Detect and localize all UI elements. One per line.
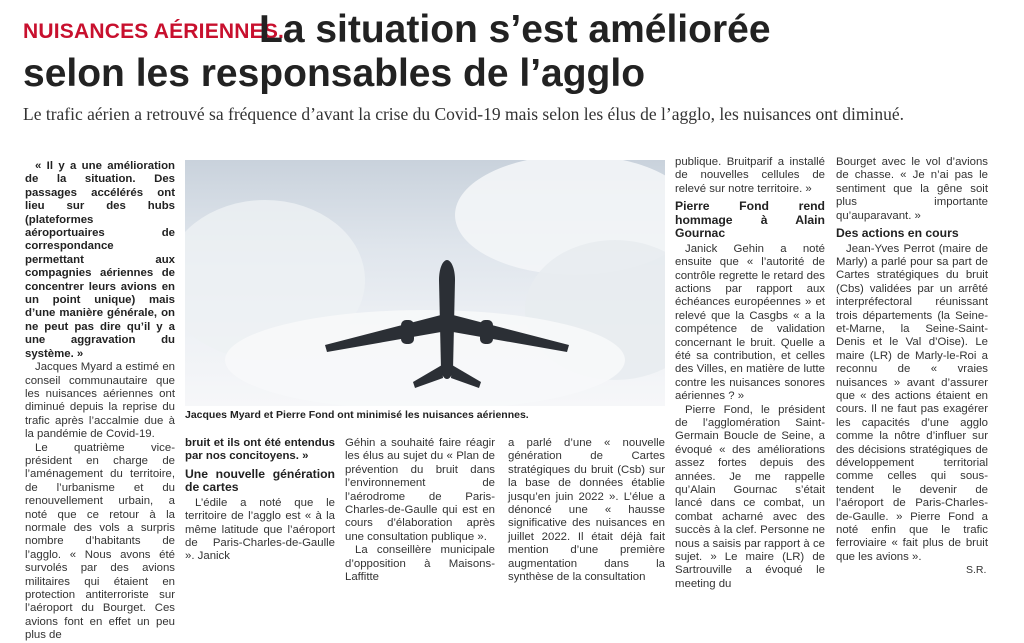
- author-signature: S.R.: [966, 564, 987, 576]
- lede: Le trafic aérien a retrouvé sa fréquence d’avant la crise du Covid-19 mais selon les élus de l’agglo, les nuisances ont diminué.: [23, 104, 905, 124]
- col1-paragraph-1: « Il y a une amélioration de la situation. Des passages accélérés ont lieu sur des hubs (plateformes aéroportuaires de correspondance permettant aux compagnies aériennes de concentrer leurs avions en un point unique) mais d’une manière générale, on ne peut pas dire qu’il y a une aggravation du système. »: [25, 160, 175, 360]
- headline: [23, 8, 1003, 96]
- col5-paragraph-1: Jean-Yves Perrot (maire de Marly) a parlé pour sa part de Cartes stratégiques du bruit (Cbs) validées par un arrêté interpréfectoral réunissant trois départements (la Seine-et-Marne, la Seine-Saint-Denis et le Val d’Oise). Le maire (LR) de Marly-le-Roi a reconnu de « vraies nuisances » avant d’assurer que « des actions étaient en cours. Il ne faut pas exagérer les capacités d’une agglo comme la nôtre d’influer sur des décisions stratégiques de développement territorial comme celles qui sous-tendent le devenir de l’aéroport de Paris-Charles-de-Gaulle. » Pierre Fond a noté enfin que le trafic ferroviaire « fait plus de bruit que les avions ».: [836, 242, 988, 563]
- col2-paragraph-1: bruit et ils ont été entendus par nos concitoyens. »: [185, 437, 335, 463]
- col4-top-paragraph: publique. Bruitparif a installé de nouvelles cellules de relevé sur notre territoire. »: [675, 156, 825, 195]
- col3-paragraph-1: Géhin a souhaité faire réagir les élus au sujet du « Plan de prévention du bruit dans l’environnement de l’aérodrome de Paris-Charles-de-Gaulle qui est en cours d’élaboration après une consultation publique ».: [345, 437, 495, 543]
- kicker: NUISANCES AÉRIENNES.: [23, 20, 285, 43]
- col4-paragraph-1: Janick Gehin a noté ensuite que « l’autorité de contrôle regrette le retard des actions par rapport aux échéances européennes » et relevé que la Casgbs « a la compétence de validation concernant le bruit. Quelle a été sa contribution, et celles des Villes, en matière de lutte contre les nuisances sonores aériennes ? »: [675, 242, 825, 403]
- column-4-bottom: [508, 437, 665, 584]
- col4-bottom-paragraph: a parlé d’une « nouvelle génération de Cartes stratégiques du bruit (Csb) sur la base de données établie jusqu’en juin 2022 ». L’élue a dénoncé une « hausse significative des nuisances en juillet 2022. Il était déjà fait mention d’une première augmentation dans la synthèse de la consultation: [508, 437, 665, 584]
- column-3: [345, 437, 495, 584]
- airplane-illustration: [185, 160, 665, 406]
- col2-subheading: Une nouvelle génération de cartes: [185, 466, 335, 495]
- col3-paragraph-2: La conseillère municipale d’opposition à Maisons-Laffitte: [345, 544, 495, 584]
- column-1: [25, 160, 175, 643]
- headline-line-1: La situation s’est améliorée: [259, 8, 771, 51]
- headline-line-2: selon les responsables de l’agglo: [23, 52, 646, 95]
- article-photo: [185, 160, 665, 406]
- photo-caption: Jacques Myard et Pierre Fond ont minimisé les nuisances aériennes.: [185, 409, 529, 421]
- col4-paragraph-2: Pierre Fond, le président de l’agglomération Saint-Germain Boucle de Seine, a évoqué « des améliorations assez fortes depuis des années. Je me rappelle qu’Alain Gournac s’était lancé dans ce combat, un combat acharné avec des succès à la clef. Personne ne nous a saisis par rapport à ce sujet. » Le maire (LR) de Sartrouville a évoqué le meeting du: [675, 403, 825, 590]
- col5-subheading: Des actions en cours: [836, 226, 959, 241]
- col1-paragraph-2: Jacques Myard a estimé en conseil communautaire que les nuisances aériennes ont diminué depuis la reprise du trafic après l’accalmie due à la pandémie de Covid-19.: [25, 361, 175, 441]
- col1-paragraph-3: Le quatrième vice-président en charge de l’aménagement du territoire, de l’urbanisme et du renouvellement urbain, a noté que ce retour à la normale des vols a surpris nombre d’habitants de l’agglo. « Nous avons été survolés par des avions militaires qui étaient en protection antiterroriste sur l’aéroport du Bourget. Ces avions font en effet un peu plus de: [25, 441, 175, 642]
- col4-subheading: Pierre Fond rend hommage à Alain Gournac: [675, 199, 825, 241]
- column-4: [675, 156, 825, 591]
- col5-top-paragraph: Bourget avec le vol d’avions de chasse. « Je n’ai pas le sentiment que la gêne soit plus importante qu’auparavant. »: [836, 156, 988, 222]
- column-2: [185, 437, 335, 564]
- col2-paragraph-2: L’édile a noté que le territoire de l’agglo est « à la même latitude que l’aéroport de Paris-Charles-de-Gaulle ». Janick: [185, 496, 335, 563]
- column-5: [836, 156, 988, 564]
